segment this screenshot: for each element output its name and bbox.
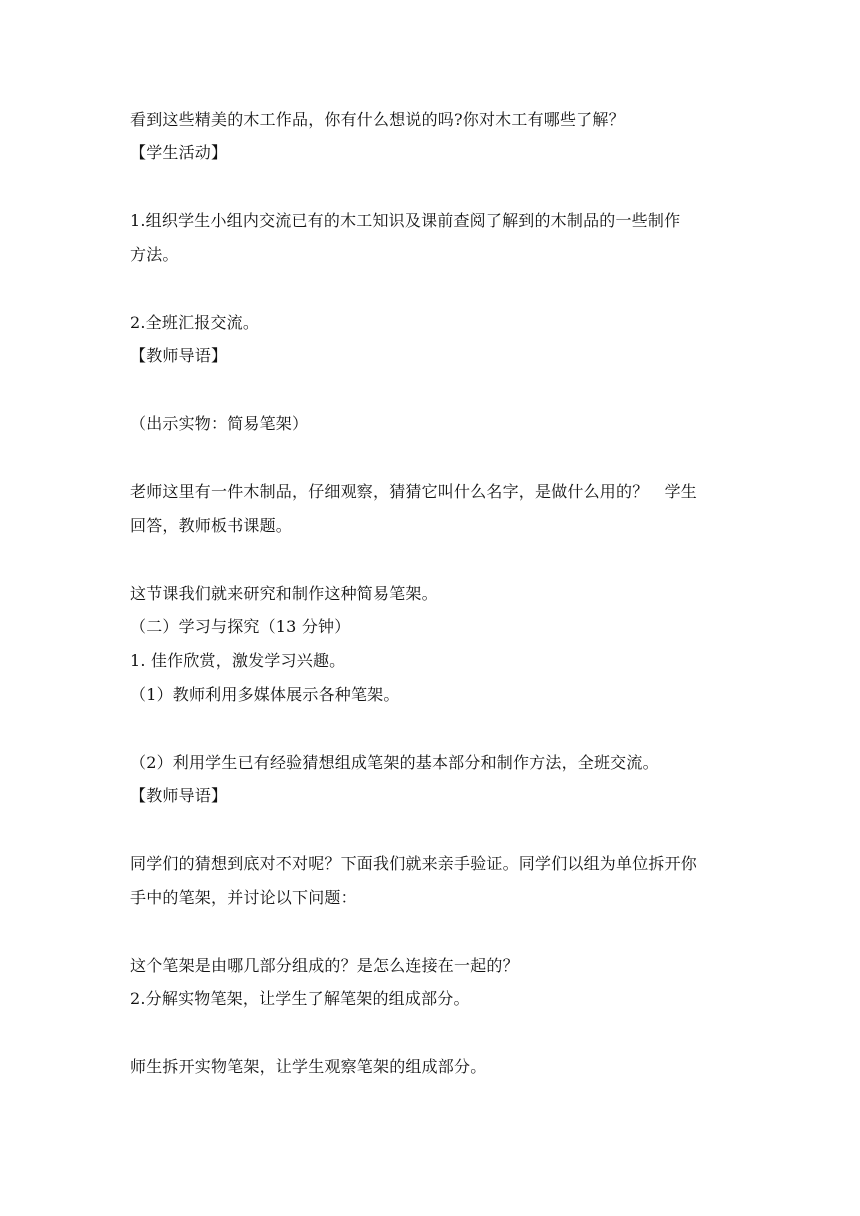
- text-line-5: 2.全班汇报交流。: [130, 313, 260, 332]
- text-line-17: 手中的笔架，并讨论以下问题：: [130, 888, 357, 907]
- text-line-12: 1. 佳作欣赏，激发学习兴趣。: [130, 651, 346, 670]
- text-line-16: 同学们的猜想到底对不对呢？下面我们就来亲手验证。同学们以组为单位拆开你: [130, 854, 698, 873]
- text-line-13: （1）教师利用多媒体展示各种笔架。: [130, 685, 400, 704]
- text-line-14: （2）利用学生已有经验猜想组成笔架的基本部分和制作方法，全班交流。: [130, 753, 659, 772]
- text-line-10: 这节课我们就来研究和制作这种简易笔架。: [130, 584, 438, 603]
- section-label-teacher-guide-2: 【教师导语】: [130, 786, 228, 805]
- section-label-teacher-guide-1: 【教师导语】: [130, 346, 228, 365]
- text-line-4: 方法。: [130, 245, 179, 264]
- text-line-8: 老师这里有一件木制品，仔细观察，猜猜它叫什么名字，是做什么用的？ 学生: [130, 482, 698, 501]
- text-line-1: 看到这些精美的木工作品，你有什么想说的吗?你对木工有哪些了解？: [130, 110, 625, 129]
- section-label-student-activity: 【学生活动】: [130, 143, 228, 162]
- text-line-20: 师生拆开实物笔架，让学生观察笔架的组成部分。: [130, 1057, 487, 1076]
- text-line-19: 2.分解实物笔架，让学生了解笔架的组成部分。: [130, 989, 470, 1008]
- text-line-3: 1.组织学生小组内交流已有的木工知识及课前查阅了解到的木制品的一些制作: [130, 211, 681, 230]
- section-heading-learning-exploration: （二）学习与探究（13 分钟）: [130, 617, 351, 636]
- text-line-18: 这个笔架是由哪几部分组成的？是怎么连接在一起的？: [130, 956, 519, 975]
- text-line-7: （出示实物：简易笔架）: [130, 414, 309, 433]
- text-line-9: 回答，教师板书课题。: [130, 516, 293, 535]
